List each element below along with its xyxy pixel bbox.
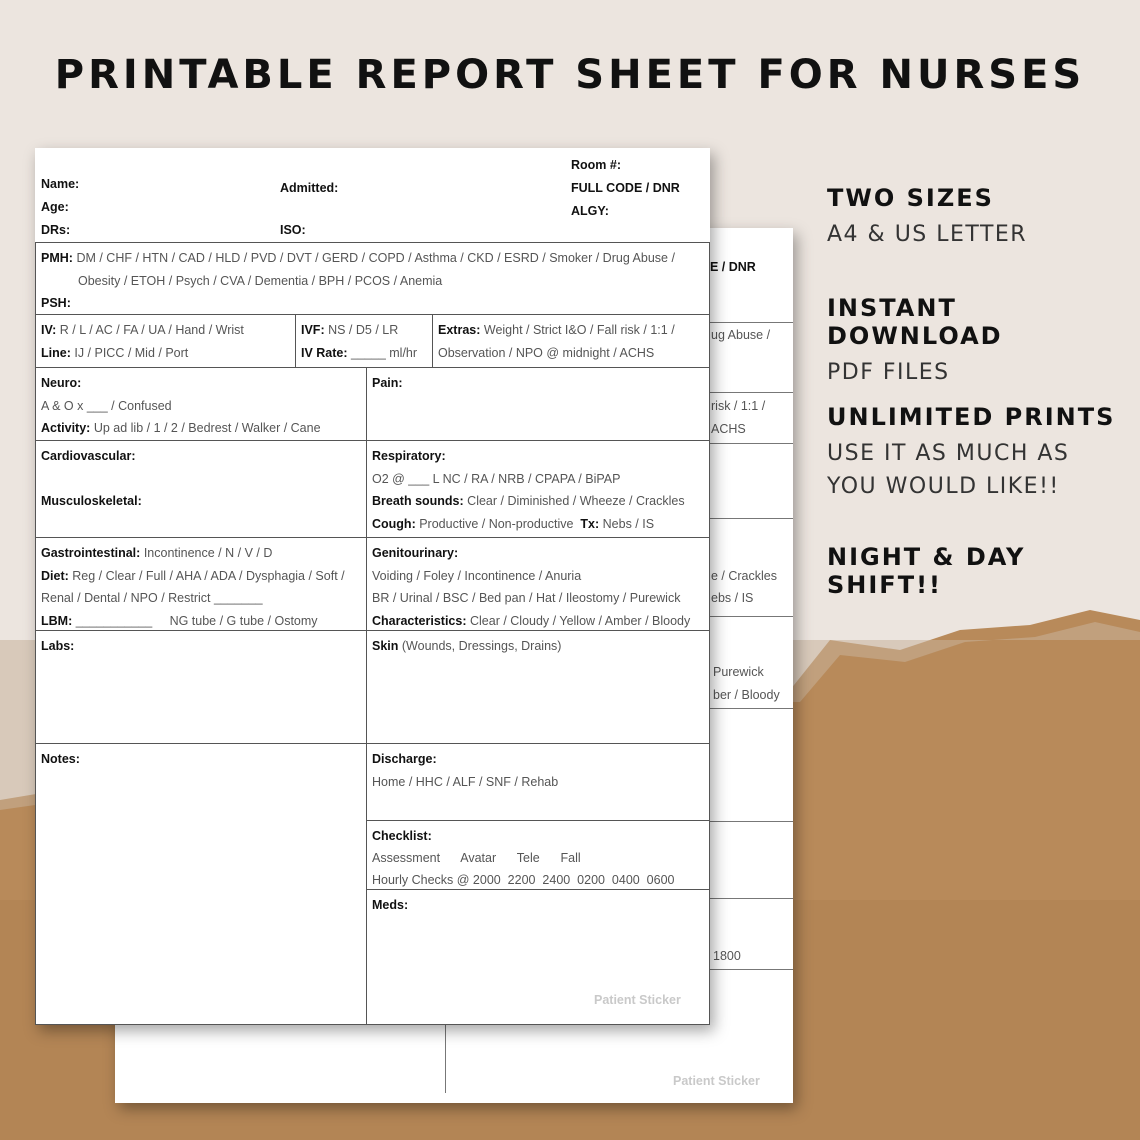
admitted-label: Admitted: — [280, 181, 339, 195]
name-label: Name: — [41, 177, 80, 191]
feature-heading: TWO SIZES — [827, 184, 994, 212]
feature-night-day — [827, 543, 1140, 599]
page-title: PRINTABLE REPORT SHEET FOR NURSES — [54, 52, 1086, 98]
pain-label: Pain: — [372, 376, 403, 390]
gu-section — [366, 537, 710, 631]
breath-sounds-values: Clear / Diminished / Wheeze / Crackles — [467, 494, 685, 508]
pmh-values-2: Obesity / ETOH / Psych / CVA / Dementia / BPH / PCOS / Anemia — [78, 273, 443, 288]
feature-heading: NIGHT & DAY SHIFT!! — [827, 543, 1026, 599]
back-tx-fragment: ebs / IS — [711, 591, 754, 605]
gi-label: Gastrointestinal: — [41, 546, 141, 560]
breath-sounds-label: Breath sounds: — [372, 494, 464, 508]
meds-label: Meds: — [372, 898, 409, 912]
lbm-values: ___________ NG tube / G tube / Ostomy — [75, 613, 318, 628]
psh-label: PSH: — [41, 296, 71, 310]
notes-section — [35, 743, 367, 1025]
activity-label: Activity: — [41, 421, 91, 435]
lbm-label: LBM: — [41, 613, 73, 628]
extras-section — [432, 314, 710, 368]
extras-label: Extras: — [438, 323, 481, 337]
neuro-section — [35, 367, 367, 441]
feature-sub: PDF FILES — [827, 360, 950, 385]
pmh-label: PMH: — [41, 251, 73, 265]
labs-label: Labs: — [41, 639, 75, 653]
o2-values: O2 @ ___ L NC / RA / NRB / CPAPA / BiPAP — [372, 471, 621, 486]
musculo-label: Musculoskeletal: — [41, 494, 142, 508]
skin-section — [366, 630, 710, 744]
iv-values: R / L / AC / FA / UA / Hand / Wrist — [59, 323, 244, 337]
cardio-musculo-section — [35, 440, 367, 538]
gu-label: Genitourinary: — [372, 546, 459, 560]
back-achs-fragment: ACHS — [711, 422, 746, 436]
pain-section — [366, 367, 710, 441]
cough-values: Productive / Non-productive — [419, 516, 574, 531]
back-resp-fragment: e / Crackles — [711, 569, 777, 583]
cough-label: Cough: — [372, 516, 416, 531]
back-pmh-fragment: ug Abuse / — [711, 328, 771, 342]
tx-label: Tx: — [580, 516, 600, 531]
front-report-sheet — [35, 148, 710, 1025]
diet-values-2: Renal / Dental / NPO / Restrict _______ — [41, 591, 263, 605]
checklist-items: Assessment Avatar Tele Fall — [372, 851, 581, 865]
age-label: Age: — [41, 200, 69, 214]
gi-values: Incontinence / N / V / D — [143, 546, 273, 560]
iv-rate-values: _____ ml/hr — [351, 345, 418, 360]
back-extras-fragment: risk / 1:1 / — [711, 399, 766, 413]
discharge-section — [366, 743, 710, 821]
patient-sticker-label: Patient Sticker — [594, 993, 681, 1007]
neuro-label: Neuro: — [41, 376, 82, 390]
gi-section — [35, 537, 367, 631]
feature-two-sizes — [827, 184, 1027, 251]
iv-label: IV: — [41, 323, 57, 337]
iv-section — [35, 314, 296, 368]
feature-unlimited-prints — [827, 403, 1127, 503]
gu-values-1: Voiding / Foley / Incontinence / Anuria — [372, 568, 582, 583]
back-code-fragment: E / DNR — [710, 260, 756, 274]
respiratory-section — [366, 440, 710, 538]
diet-values-1: Reg / Clear / Full / AHA / ADA / Dysphagia / Soft / — [72, 568, 345, 583]
checklist-section — [366, 820, 710, 890]
back-checklist-fragment: 1800 — [713, 949, 741, 963]
skin-label: Skin — [372, 639, 399, 653]
labs-section — [35, 630, 367, 744]
checklist-label: Checklist: — [372, 829, 432, 843]
feature-heading: INSTANT DOWNLOAD — [827, 294, 1003, 350]
extras-values-1: Weight / Strict I&O / Fall risk / 1:1 / — [483, 323, 675, 337]
characteristics-values: Clear / Cloudy / Yellow / Amber / Bloody — [469, 613, 691, 628]
feature-heading: UNLIMITED PRINTS — [827, 403, 1116, 431]
activity-values: Up ad lib / 1 / 2 / Bedrest / Walker / Cane — [93, 421, 321, 435]
back-patient-sticker: Patient Sticker — [673, 1074, 760, 1088]
pmh-section — [35, 242, 710, 315]
back-gu-fragment: Purewick — [713, 665, 764, 679]
resp-label: Respiratory: — [372, 449, 446, 463]
extras-values-2: Observation / NPO @ midnight / ACHS — [438, 345, 655, 360]
allergy-label: ALGY: — [571, 204, 609, 218]
diet-label: Diet: — [41, 568, 69, 583]
pmh-values-1: DM / CHF / HTN / CAD / HLD / PVD / DVT / GERD / COPD / Asthma / CKD / ESRD / Smoker / Drug Abuse / — [76, 251, 675, 265]
feature-sub: A4 & US LETTER — [827, 222, 1028, 247]
ivf-section — [295, 314, 433, 368]
room-label: Room #: — [571, 158, 621, 172]
feature-instant-download — [827, 294, 1140, 389]
back-char-fragment: ber / Bloody — [713, 688, 780, 702]
drs-label: DRs: — [41, 223, 71, 237]
notes-label: Notes: — [41, 752, 80, 766]
code-status-label: FULL CODE / DNR — [571, 181, 680, 195]
characteristics-label: Characteristics: — [372, 613, 467, 628]
skin-note: (Wounds, Dressings, Drains) — [401, 639, 562, 653]
tx-values: Nebs / IS — [602, 516, 655, 531]
feature-sub: USE IT AS MUCH AS YOU WOULD LIKE!! — [827, 441, 1070, 499]
discharge-values: Home / HHC / ALF / SNF / Rehab — [372, 774, 559, 789]
iv-rate-label: IV Rate: — [301, 345, 348, 360]
line-label: Line: — [41, 345, 71, 360]
cardio-label: Cardiovascular: — [41, 449, 136, 463]
line-values: IJ / PICC / Mid / Port — [74, 345, 189, 360]
neuro-values: A & O x ___ / Confused — [41, 398, 172, 413]
hourly-checks: Hourly Checks @ 2000 2200 2400 0200 0400 0600 — [372, 873, 675, 887]
ivf-values: NS / D5 / LR — [328, 323, 399, 337]
ivf-label: IVF: — [301, 323, 325, 337]
discharge-label: Discharge: — [372, 752, 437, 766]
gu-values-2: BR / Urinal / BSC / Bed pan / Hat / Ileostomy / Purewick — [372, 591, 681, 605]
iso-label: ISO: — [280, 223, 306, 237]
